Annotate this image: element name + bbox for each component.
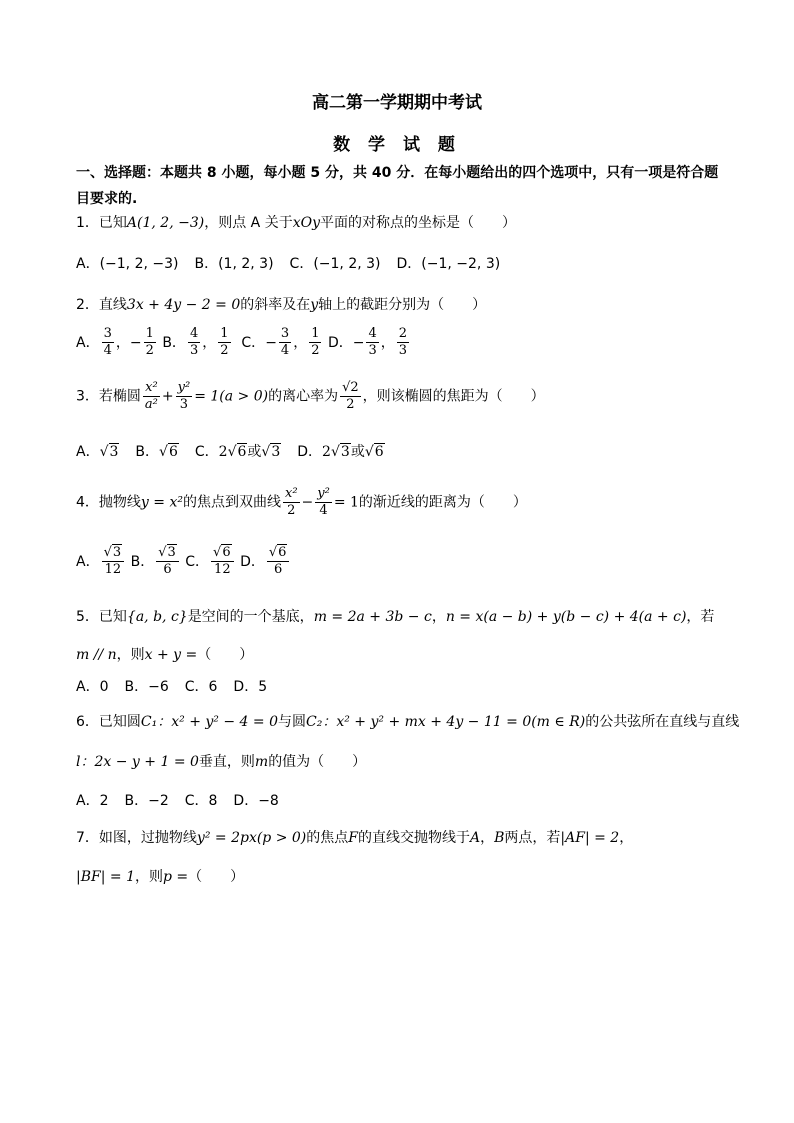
- q4-stem-b: 的焦点到双曲线: [182, 494, 281, 511]
- question-7: 7．如图，过抛物线y² = 2px(p > 0)的焦点F的直线交抛物线于A，B两点，若|AF| = 2，: [76, 830, 634, 846]
- question-3: 3．若椭圆 $\frac{\text{x²}}{\text{a²}}$ + $\frac{\text{y²}}{3}$ = 1(a > 0)的离心率为 $\frac{√2}{2}$ ，则该椭圆的焦距为（ ）: [76, 380, 545, 412]
- q5-option-a[interactable]: A．0: [76, 679, 109, 695]
- q1-option-c[interactable]: C．(−1, 2, 3): [289, 256, 381, 272]
- q7-stem-c: 的直线交抛物线于: [357, 830, 470, 846]
- q1-stem-b: ，则点 A 关于: [204, 215, 293, 231]
- q7-af: |AF| = 2: [560, 830, 620, 846]
- q3-option-d[interactable]: D．2√3或√6: [297, 444, 384, 460]
- q5-condition: m // n: [76, 647, 117, 663]
- q6-option-b[interactable]: B．−2: [124, 793, 169, 809]
- q3-option-c[interactable]: C．2√6或√3: [194, 444, 281, 460]
- q4-option-c[interactable]: C． $\frac{√6}{12}$: [185, 554, 235, 570]
- q3-stem-a: 3．若椭圆: [76, 388, 141, 405]
- q6-line-l: l: [76, 754, 81, 770]
- q6-option-d[interactable]: D．−8: [233, 793, 279, 809]
- q5-option-c[interactable]: C．6: [184, 679, 218, 695]
- q5-paren: （ ）: [197, 647, 254, 663]
- section-heading: 一、选择题：本题共 8 小题，每小题 5 分，共 40 分．在每小题给出的四个选项中，只有一项是符合题目要求的.: [76, 165, 719, 207]
- q2-option-d[interactable]: D．− $\frac{4}{3}$ ， $\frac{2}{3}$: [327, 326, 408, 358]
- q2-option-a[interactable]: A． $\frac{3}{4}$ ，− $\frac{1}{2}$: [76, 326, 154, 358]
- q3-options: [76, 441, 736, 461]
- q1-option-b[interactable]: B．(1, 2, 3): [194, 256, 274, 272]
- q3-eq-tail: = 1(a > 0): [194, 388, 269, 405]
- q7-stem-a: 7．如图，过抛物线: [76, 830, 197, 846]
- q1-stem-a: 1．已知: [76, 215, 127, 231]
- q3-stem-b: 的离心率为: [268, 388, 339, 405]
- q5-stem-d: ，则: [116, 647, 145, 663]
- q7-stem-d: 两点，若: [504, 830, 561, 846]
- q5-n-vector: n = x(a − b) + y(b − c) + 4(a + c): [445, 609, 687, 625]
- q5-sum: x + y =: [144, 647, 198, 663]
- q4-stem-a: 4．抛物线: [76, 494, 141, 511]
- q7-p: p =: [162, 869, 189, 885]
- exam-subtitle: 数 学 试 题: [333, 135, 461, 155]
- q2-frac: $\frac{3}{4}$: [103, 326, 112, 358]
- q4-frac-y: $\frac{\text{y²}}{4}$: [317, 486, 330, 518]
- q5-basis: {a, b, c}: [126, 609, 188, 625]
- q6-stem-e: 的值为（ ）: [268, 754, 367, 770]
- q2-opt-b-label: B．: [162, 334, 186, 351]
- exam-title: 高二第一学期期中考试: [312, 93, 482, 113]
- q2-opt-c-label: C．: [241, 334, 266, 351]
- q3-option-b[interactable]: B．√6: [135, 444, 178, 460]
- q7-parabola: y² = 2px(p > 0): [196, 830, 307, 846]
- q3-frac-x: $\frac{\text{x²}}{\text{a²}}$: [144, 380, 158, 412]
- q7-stem-b: 的焦点: [306, 830, 349, 846]
- q4-options: [76, 545, 736, 578]
- q3-option-a[interactable]: A．√3: [76, 444, 119, 460]
- q6-option-a[interactable]: A．2: [76, 793, 109, 809]
- q3-frac-y: $\frac{\text{y²}}{3}$: [177, 380, 191, 412]
- q7-focus: F: [348, 830, 358, 846]
- q5-stem-c: ，若: [686, 609, 715, 625]
- q6-m: m: [254, 754, 269, 770]
- q4-stem-c: 的渐近线的距离为（ ）: [358, 494, 527, 511]
- q5-option-b[interactable]: B．−6: [124, 679, 169, 695]
- q5-stem-b: 是空间的一个基底，: [187, 609, 314, 625]
- q2-opt-a-label: A．: [76, 334, 100, 351]
- q6-circle-1-eq: ：x² + y² − 4 = 0: [157, 714, 278, 730]
- q1-plane: xOy: [292, 215, 320, 231]
- q2-frac: $\frac{2}{3}$: [398, 326, 408, 358]
- q1-stem-c: 平面的对称点的坐标是（ ）: [320, 215, 516, 231]
- q6-option-c[interactable]: C．8: [184, 793, 218, 809]
- q6-circle-2: C₂: [306, 714, 323, 730]
- question-1: [76, 212, 736, 232]
- q2-stem-c: 轴上的截距分别为（ ）: [318, 297, 487, 313]
- q6-line-eq: ：2x − y + 1 = 0: [80, 754, 199, 770]
- q6-circle-1: C₁: [140, 714, 158, 730]
- q7-paren: （ ）: [188, 869, 245, 885]
- q6-stem-c: 的公共弦所在直线与直线: [585, 714, 740, 730]
- question-7-cont: [76, 866, 736, 886]
- question-5: 5．已知{a, b, c}是空间的一个基底，m = 2a + 3b − c，n = x(a − b) + y(b − c) + 4(a + c)，若: [76, 609, 715, 625]
- q2-option-c[interactable]: C．− $\frac{3}{4}$ ， $\frac{1}{2}$: [241, 326, 320, 358]
- q1-option-d[interactable]: D．(−1, −2, 3): [396, 256, 501, 272]
- question-6: [76, 711, 740, 731]
- q4-frac-x: $\frac{\text{x²}}{2}$: [284, 486, 298, 518]
- q5-stem-a: 5．已知: [76, 609, 127, 625]
- q2-stem-b: 的斜率及在: [240, 297, 311, 313]
- question-5-cont: [76, 644, 736, 664]
- q6-stem-d: 垂直，则: [198, 754, 255, 770]
- q5-option-d[interactable]: D．5: [233, 679, 268, 695]
- q7-bf: |BF| = 1: [76, 869, 135, 885]
- q3-stem-c: ，则该椭圆的焦距为（ ）: [362, 388, 545, 405]
- q2-frac: $\frac{4}{3}$: [368, 326, 377, 358]
- q2-stem-a: 2．直线: [76, 297, 127, 313]
- q7-point-b: B: [494, 830, 505, 846]
- q6-options: [76, 790, 736, 810]
- q2-options: [76, 326, 736, 359]
- q4-parabola: y = x²: [140, 494, 183, 511]
- q2-frac: $\frac{1}{2}$: [145, 326, 154, 358]
- q2-frac: $\frac{1}{2}$: [220, 326, 229, 358]
- q2-frac: $\frac{1}{2}$: [311, 326, 320, 358]
- question-6-cont: [76, 751, 736, 771]
- q5-m-vector: m = 2a + 3b − c: [313, 609, 432, 625]
- q2-opt-d-label: D．: [327, 334, 353, 351]
- q2-line-eq: 3x + 4y − 2 = 0: [126, 297, 241, 313]
- q6-circle-2-eq: ：x² + y² + mx + 4y − 11 = 0(m ∈ R): [322, 714, 586, 730]
- q6-stem-a: 6．已知圆: [76, 714, 141, 730]
- question-2: [76, 294, 736, 314]
- q6-stem-b: 与圆: [278, 714, 306, 730]
- question-4: 4．抛物线y = x²的焦点到双曲线 $\frac{\text{x²}}{2}$ − $\frac{\text{y²}}{4}$ = 1的渐近线的距离为（ ）: [76, 486, 527, 518]
- q7-point-a: A: [469, 830, 481, 846]
- q2-option-b[interactable]: B． $\frac{4}{3}$ ， $\frac{1}{2}$: [162, 326, 229, 358]
- q7-stem-e: ，则: [134, 869, 163, 885]
- q3-eccentricity: $\frac{√2}{2}$: [342, 380, 359, 412]
- q4-option-a[interactable]: A． $\frac{√3}{12}$: [76, 554, 126, 570]
- q2-axis: y: [310, 297, 319, 313]
- q4-option-d[interactable]: D． $\frac{√6}{6}$: [240, 554, 291, 570]
- q5-options: [76, 676, 736, 696]
- q4-option-b[interactable]: B． $\frac{√3}{6}$: [131, 554, 181, 570]
- q2-frac: $\frac{4}{3}$: [189, 326, 199, 358]
- q2-frac: $\frac{3}{4}$: [280, 326, 290, 358]
- q4-eq-tail: = 1: [333, 494, 359, 511]
- q1-option-a[interactable]: A．(−1, 2, −3): [76, 256, 179, 272]
- q1-options: [76, 253, 736, 273]
- q1-point: A(1, 2, −3): [126, 215, 205, 231]
